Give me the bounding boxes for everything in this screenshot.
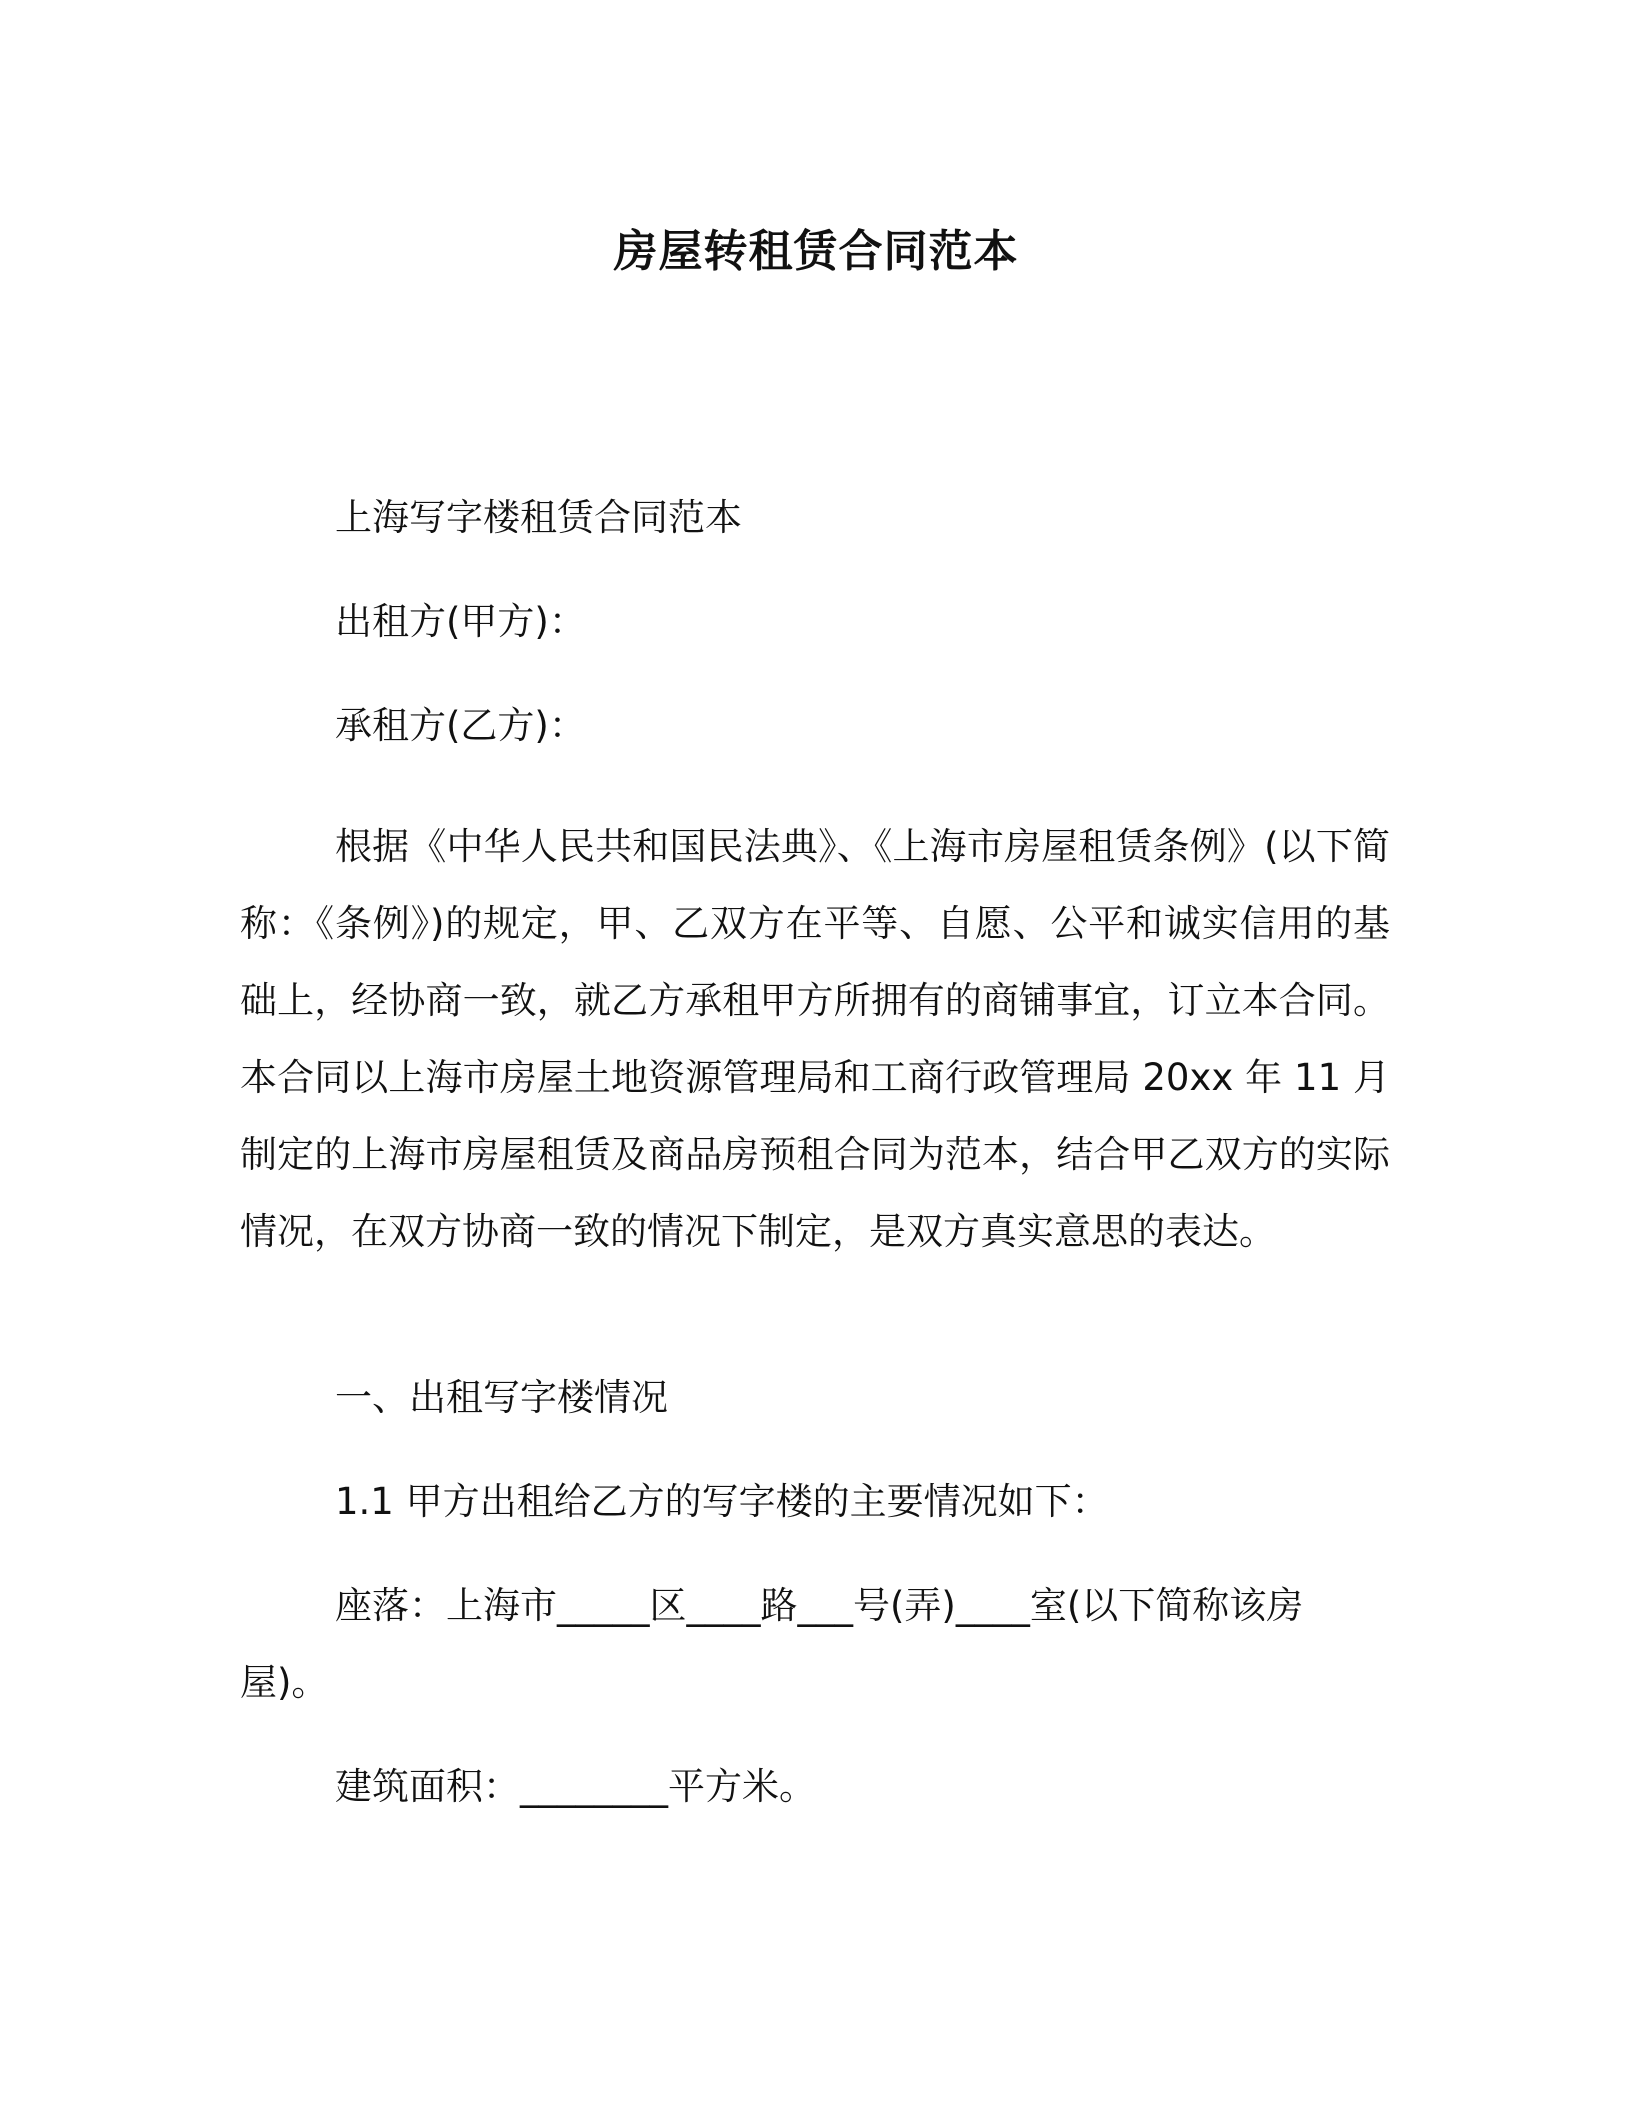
area-line: 建筑面积：________平方米。 [335, 1765, 816, 1808]
location-line-continuation: 屋)。 [240, 1661, 329, 1704]
clause-1-1: 1.1 甲方出租给乙方的写字楼的主要情况如下： [335, 1480, 1109, 1523]
preamble-paragraph: 根据《中华人民共和国民法典》、《上海市房屋租赁条例》(以下简称：《条例》)的规定，甲、乙双方在平等、自愿、公平和诚实信用的基础上，经协商一致，就乙方承租甲方所拥有的商铺事宜，订立本合同。本合同以上海市房屋土地资源管理局和工商行政管理局 20xx 年 11 月制定的上海市房屋租赁及商品房预租合同为范本，结合甲乙双方的实际情况，在双方协商一致的情况下制定，是双方真实意思的表达。 [240, 825, 1390, 1253]
document-title: 房屋转租赁合同范本 [613, 226, 1019, 277]
document-subtitle: 上海写字楼租赁合同范本 [335, 496, 742, 539]
location-line: 座落：上海市_____区____路___号(弄)____室(以下简称该房 [335, 1584, 1304, 1627]
section-heading-1: 一、出租写字楼情况 [335, 1376, 668, 1419]
lessor-label: 出租方(甲方)： [335, 600, 586, 643]
lessee-label: 承租方(乙方)： [335, 704, 586, 747]
